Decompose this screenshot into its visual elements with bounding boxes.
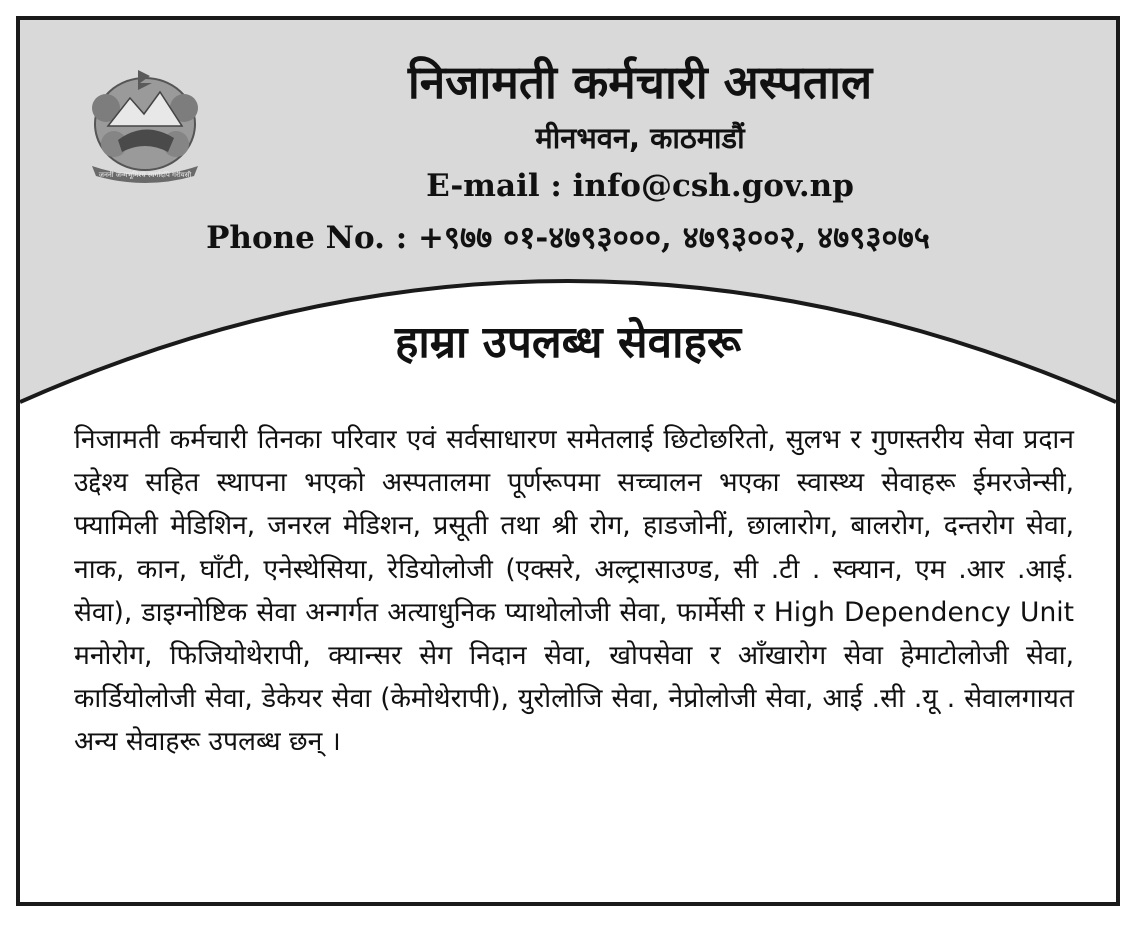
services-description: निजामती कर्मचारी तिनका परिवार एवं सर्वसाधारण समेतलाई छिटोछरितो, सुलभ र गुणस्तरीय सेवा प्रदान उद्देश्य सहित स्थापना भएको अस्पतालमा पूर्णरूपमा सच्चालन भएका स्वास्थ्य सेवाहरू ईमरजेन्सी, फ्यामिली मेडिशिन, जनरल मेडिशन, प्रसूती तथा श्री रोग, हाडजोनीं, छालारोग, बालरोग, दन्तरोग सेवा, नाक, कान, घाँटी, एनेस्थेसिया, रेडियोलोजी (एक्सरे, अल्ट्रासाउण्ड, सी .टी . स्क्यान, एम .आर .आई. सेवा), डाइग्नोष्टिक सेवा अन्गर्गत अत्याधुनिक प्याथोलोजी सेवा, फार्मेसी र High Dependency Unit मनोरोग, फिजियोथेरापी, क्यान्सर सेग निदान सेवा, खोपसेवा र आँखारोग सेवा हेमाटोलोजी सेवा, कार्डियोलोजी सेवा, डेकेयर सेवा (केमोथेरापी), युरोलोजि सेवा, नेप्रोलोजी सेवा, आई .सी .यू . सेवालगायत अन्य सेवाहरू उपलब्ध छन् । xyxy=(74,424,1074,758)
services-heading: हाम्रा उपलब्ध सेवाहरू xyxy=(394,317,742,368)
emblem-motto: जननी जन्मभूमिश्च स्वर्गादपि गरीयसी xyxy=(98,171,192,179)
hospital-name: निजामती कर्मचारी अस्पताल xyxy=(407,55,873,109)
hospital-phone: Phone No. : +९७७ ०१-४७९३०००, ४७९३००२, ४७९३०७५ xyxy=(206,220,930,256)
notice-frame xyxy=(16,16,1120,906)
hospital-address: मीनभवन, काठमाडौं xyxy=(535,121,745,155)
hospital-email: E-mail : info@csh.gov.np xyxy=(426,168,854,204)
